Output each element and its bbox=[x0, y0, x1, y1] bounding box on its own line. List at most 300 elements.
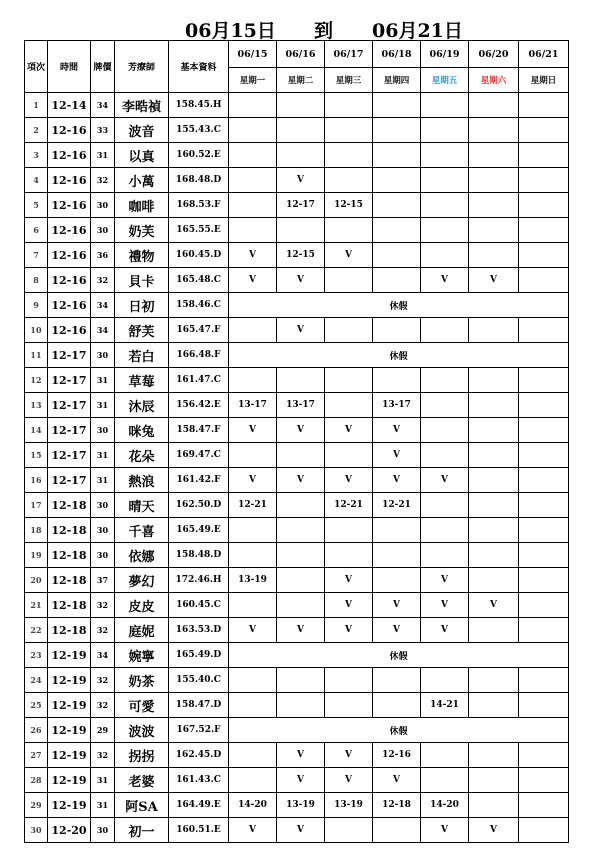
table-row bbox=[25, 268, 569, 293]
row-seat: 30 bbox=[91, 418, 115, 443]
row-day-cell bbox=[325, 118, 373, 143]
row-day-cell bbox=[519, 593, 569, 618]
table-row bbox=[25, 218, 569, 243]
row-info: 162.45.D bbox=[169, 743, 229, 768]
row-day-cell: V bbox=[469, 593, 519, 618]
row-time: 12-14 bbox=[48, 93, 91, 118]
row-therapist-name: 草莓 bbox=[115, 368, 169, 393]
row-day-cell bbox=[229, 118, 277, 143]
table-row bbox=[25, 168, 569, 193]
row-day-cell: V bbox=[421, 593, 469, 618]
row-info: 165.49.E bbox=[169, 518, 229, 543]
row-therapist-name: 阿SA bbox=[115, 793, 169, 818]
row-therapist-name: 可愛 bbox=[115, 693, 169, 718]
row-index: 26 bbox=[25, 718, 48, 743]
row-day-cell: V bbox=[325, 593, 373, 618]
row-day-cell bbox=[519, 568, 569, 593]
header-weekday: 星期一 bbox=[229, 68, 277, 93]
row-index: 4 bbox=[25, 168, 48, 193]
row-day-cell bbox=[469, 693, 519, 718]
row-day-cell bbox=[469, 793, 519, 818]
row-day-cell: V bbox=[325, 618, 373, 643]
row-day-cell: 13-19 bbox=[325, 793, 373, 818]
row-day-cell: V bbox=[373, 593, 421, 618]
row-therapist-name: 初一 bbox=[115, 818, 169, 843]
row-therapist-name: 庭妮 bbox=[115, 618, 169, 643]
row-therapist-name: 以真 bbox=[115, 143, 169, 168]
row-day-cell bbox=[325, 268, 373, 293]
row-seat: 31 bbox=[91, 393, 115, 418]
row-time: 12-16 bbox=[48, 293, 91, 318]
row-day-cell: V bbox=[325, 468, 373, 493]
row-day-cell bbox=[229, 668, 277, 693]
row-therapist-name: 咖啡 bbox=[115, 193, 169, 218]
header-date: 06/15 bbox=[229, 41, 277, 68]
row-day-cell bbox=[421, 393, 469, 418]
table-row bbox=[25, 443, 569, 468]
row-therapist-name: 拐拐 bbox=[115, 743, 169, 768]
row-day-cell: V bbox=[325, 768, 373, 793]
row-info: 163.53.D bbox=[169, 618, 229, 643]
row-info: 164.49.E bbox=[169, 793, 229, 818]
row-day-cell bbox=[229, 593, 277, 618]
row-day-cell bbox=[277, 518, 325, 543]
row-time: 12-16 bbox=[48, 268, 91, 293]
row-day-cell bbox=[373, 568, 421, 593]
row-day-cell bbox=[325, 818, 373, 843]
row-day-cell: V bbox=[421, 268, 469, 293]
row-day-cell bbox=[277, 568, 325, 593]
row-day-cell bbox=[421, 218, 469, 243]
row-day-cell: V bbox=[373, 768, 421, 793]
row-day-cell bbox=[277, 118, 325, 143]
row-time: 12-17 bbox=[48, 393, 91, 418]
row-therapist-name: 老婆 bbox=[115, 768, 169, 793]
row-info: 158.45.H bbox=[169, 93, 229, 118]
row-day-cell bbox=[421, 743, 469, 768]
header-weekday: 星期三 bbox=[325, 68, 373, 93]
row-therapist-name: 奶芙 bbox=[115, 218, 169, 243]
row-info: 160.51.E bbox=[169, 818, 229, 843]
row-info: 155.40.C bbox=[169, 668, 229, 693]
row-day-cell bbox=[421, 518, 469, 543]
row-day-cell bbox=[277, 668, 325, 693]
row-day-cell bbox=[519, 493, 569, 518]
row-time: 12-18 bbox=[48, 493, 91, 518]
row-time: 12-16 bbox=[48, 318, 91, 343]
row-day-cell bbox=[229, 93, 277, 118]
row-day-cell: V bbox=[229, 243, 277, 268]
row-day-cell bbox=[469, 393, 519, 418]
row-day-cell bbox=[373, 368, 421, 393]
row-day-cell: V bbox=[421, 568, 469, 593]
row-seat: 32 bbox=[91, 668, 115, 693]
row-day-cell bbox=[469, 668, 519, 693]
row-day-cell bbox=[421, 193, 469, 218]
row-day-off: 休假 bbox=[229, 343, 569, 368]
row-day-cell bbox=[421, 443, 469, 468]
row-day-cell: V bbox=[229, 818, 277, 843]
row-day-cell: 13-19 bbox=[229, 568, 277, 593]
row-time: 12-18 bbox=[48, 568, 91, 593]
row-day-cell bbox=[421, 93, 469, 118]
row-day-cell bbox=[277, 543, 325, 568]
row-day-cell bbox=[519, 193, 569, 218]
row-info: 165.47.F bbox=[169, 318, 229, 343]
row-day-cell bbox=[373, 268, 421, 293]
row-day-cell bbox=[519, 743, 569, 768]
row-index: 21 bbox=[25, 593, 48, 618]
row-day-cell bbox=[469, 493, 519, 518]
row-index: 13 bbox=[25, 393, 48, 418]
row-day-cell bbox=[469, 93, 519, 118]
row-info: 172.46.H bbox=[169, 568, 229, 593]
row-index: 15 bbox=[25, 443, 48, 468]
row-day-cell bbox=[229, 168, 277, 193]
row-day-off: 休假 bbox=[229, 293, 569, 318]
title-to: 到 bbox=[314, 20, 334, 42]
row-day-cell: 12-21 bbox=[325, 493, 373, 518]
row-seat: 32 bbox=[91, 618, 115, 643]
header-seat: 牌價 bbox=[91, 41, 115, 93]
row-day-cell bbox=[229, 518, 277, 543]
row-day-cell bbox=[277, 368, 325, 393]
row-day-cell: V bbox=[469, 268, 519, 293]
row-day-cell: 12-16 bbox=[373, 743, 421, 768]
header-date: 06/21 bbox=[519, 41, 569, 68]
row-time: 12-17 bbox=[48, 368, 91, 393]
row-day-cell bbox=[469, 243, 519, 268]
table-row bbox=[25, 468, 569, 493]
row-day-cell bbox=[519, 393, 569, 418]
row-day-cell bbox=[325, 393, 373, 418]
row-day-cell bbox=[373, 243, 421, 268]
row-day-cell: V bbox=[277, 168, 325, 193]
row-index: 20 bbox=[25, 568, 48, 593]
row-day-cell: 12-17 bbox=[277, 193, 325, 218]
row-index: 10 bbox=[25, 318, 48, 343]
row-day-cell bbox=[325, 143, 373, 168]
row-day-cell bbox=[325, 518, 373, 543]
row-index: 5 bbox=[25, 193, 48, 218]
row-day-cell bbox=[469, 193, 519, 218]
table-row bbox=[25, 93, 569, 118]
title-end-date: 06月21日 bbox=[372, 20, 463, 42]
row-day-cell bbox=[325, 543, 373, 568]
row-info: 160.52.E bbox=[169, 143, 229, 168]
row-seat: 33 bbox=[91, 118, 115, 143]
row-day-cell: 14-21 bbox=[421, 693, 469, 718]
table-header bbox=[25, 41, 569, 93]
row-info: 161.42.F bbox=[169, 468, 229, 493]
row-info: 158.47.F bbox=[169, 418, 229, 443]
row-time: 12-19 bbox=[48, 718, 91, 743]
row-info: 165.55.E bbox=[169, 218, 229, 243]
row-index: 25 bbox=[25, 693, 48, 718]
row-day-off: 休假 bbox=[229, 643, 569, 668]
row-seat: 30 bbox=[91, 518, 115, 543]
row-day-cell bbox=[373, 668, 421, 693]
row-day-cell bbox=[277, 218, 325, 243]
row-time: 12-16 bbox=[48, 243, 91, 268]
table-row bbox=[25, 418, 569, 443]
row-day-cell bbox=[519, 243, 569, 268]
row-info: 162.50.D bbox=[169, 493, 229, 518]
row-time: 12-18 bbox=[48, 593, 91, 618]
row-therapist-name: 婉寧 bbox=[115, 643, 169, 668]
table-row bbox=[25, 543, 569, 568]
schedule-table bbox=[24, 40, 569, 843]
row-day-cell bbox=[469, 743, 519, 768]
table-row bbox=[25, 643, 569, 668]
row-seat: 30 bbox=[91, 493, 115, 518]
row-day-cell bbox=[421, 493, 469, 518]
header-weekday: 星期二 bbox=[277, 68, 325, 93]
row-seat: 32 bbox=[91, 693, 115, 718]
row-day-cell: V bbox=[229, 468, 277, 493]
row-day-cell: V bbox=[277, 768, 325, 793]
row-day-cell: 14-20 bbox=[229, 793, 277, 818]
row-day-cell: V bbox=[373, 418, 421, 443]
row-day-cell bbox=[421, 768, 469, 793]
row-day-cell: 14-20 bbox=[421, 793, 469, 818]
row-index: 14 bbox=[25, 418, 48, 443]
header-date: 06/16 bbox=[277, 41, 325, 68]
row-day-cell: V bbox=[229, 618, 277, 643]
row-day-cell: V bbox=[277, 618, 325, 643]
row-day-cell bbox=[373, 168, 421, 193]
row-day-cell bbox=[519, 543, 569, 568]
row-day-cell bbox=[469, 768, 519, 793]
row-day-cell bbox=[469, 443, 519, 468]
row-seat: 30 bbox=[91, 818, 115, 843]
row-index: 28 bbox=[25, 768, 48, 793]
row-index: 6 bbox=[25, 218, 48, 243]
row-info: 169.47.C bbox=[169, 443, 229, 468]
row-therapist-name: 皮皮 bbox=[115, 593, 169, 618]
row-day-cell: 12-21 bbox=[229, 493, 277, 518]
header-date: 06/19 bbox=[421, 41, 469, 68]
row-day-cell bbox=[519, 93, 569, 118]
row-time: 12-19 bbox=[48, 643, 91, 668]
row-time: 12-17 bbox=[48, 343, 91, 368]
row-index: 2 bbox=[25, 118, 48, 143]
row-day-cell bbox=[469, 118, 519, 143]
row-seat: 34 bbox=[91, 293, 115, 318]
row-seat: 37 bbox=[91, 568, 115, 593]
row-day-cell: 13-17 bbox=[229, 393, 277, 418]
row-index: 9 bbox=[25, 293, 48, 318]
row-seat: 32 bbox=[91, 743, 115, 768]
row-day-cell bbox=[325, 368, 373, 393]
row-day-cell bbox=[421, 168, 469, 193]
row-day-cell: 13-19 bbox=[277, 793, 325, 818]
row-therapist-name: 熱浪 bbox=[115, 468, 169, 493]
row-day-cell bbox=[373, 818, 421, 843]
row-day-cell bbox=[277, 693, 325, 718]
row-therapist-name: 依娜 bbox=[115, 543, 169, 568]
row-day-cell bbox=[229, 218, 277, 243]
row-day-cell: V bbox=[277, 318, 325, 343]
row-therapist-name: 千喜 bbox=[115, 518, 169, 543]
row-therapist-name: 沐辰 bbox=[115, 393, 169, 418]
row-therapist-name: 波音 bbox=[115, 118, 169, 143]
row-day-cell bbox=[277, 443, 325, 468]
table-row bbox=[25, 593, 569, 618]
row-therapist-name: 小萬 bbox=[115, 168, 169, 193]
row-day-cell: 12-21 bbox=[373, 493, 421, 518]
row-day-cell bbox=[469, 418, 519, 443]
row-day-cell bbox=[277, 493, 325, 518]
row-day-cell bbox=[373, 218, 421, 243]
row-index: 11 bbox=[25, 343, 48, 368]
row-index: 1 bbox=[25, 93, 48, 118]
table-row bbox=[25, 293, 569, 318]
row-day-cell: V bbox=[277, 268, 325, 293]
row-day-cell: V bbox=[325, 568, 373, 593]
row-seat: 34 bbox=[91, 318, 115, 343]
row-day-cell bbox=[519, 668, 569, 693]
row-seat: 32 bbox=[91, 168, 115, 193]
row-time: 12-18 bbox=[48, 618, 91, 643]
row-day-cell bbox=[519, 368, 569, 393]
row-time: 12-16 bbox=[48, 193, 91, 218]
row-day-cell bbox=[421, 368, 469, 393]
row-day-cell bbox=[421, 418, 469, 443]
row-index: 18 bbox=[25, 518, 48, 543]
row-therapist-name: 貝卡 bbox=[115, 268, 169, 293]
row-day-cell bbox=[325, 693, 373, 718]
row-day-cell bbox=[469, 218, 519, 243]
row-day-cell bbox=[325, 93, 373, 118]
header-therapist: 芳療師 bbox=[115, 41, 169, 93]
row-index: 12 bbox=[25, 368, 48, 393]
table-row bbox=[25, 118, 569, 143]
row-day-cell: V bbox=[421, 468, 469, 493]
row-day-cell bbox=[325, 168, 373, 193]
row-day-cell bbox=[519, 268, 569, 293]
row-seat: 34 bbox=[91, 643, 115, 668]
row-index: 27 bbox=[25, 743, 48, 768]
table-row bbox=[25, 818, 569, 843]
header-weekday: 星期四 bbox=[373, 68, 421, 93]
row-day-cell bbox=[373, 118, 421, 143]
row-day-cell bbox=[373, 143, 421, 168]
row-time: 12-16 bbox=[48, 218, 91, 243]
row-day-cell bbox=[325, 318, 373, 343]
row-day-cell: V bbox=[469, 818, 519, 843]
row-day-cell: V bbox=[373, 618, 421, 643]
row-day-cell bbox=[469, 168, 519, 193]
table-row bbox=[25, 768, 569, 793]
row-seat: 30 bbox=[91, 218, 115, 243]
row-day-cell bbox=[325, 443, 373, 468]
table-row bbox=[25, 143, 569, 168]
row-index: 16 bbox=[25, 468, 48, 493]
row-time: 12-20 bbox=[48, 818, 91, 843]
row-time: 12-18 bbox=[48, 518, 91, 543]
title-start-date: 06月15日 bbox=[185, 20, 276, 42]
row-day-cell bbox=[519, 418, 569, 443]
row-info: 167.52.F bbox=[169, 718, 229, 743]
row-time: 12-19 bbox=[48, 668, 91, 693]
row-info: 158.46.C bbox=[169, 293, 229, 318]
row-day-cell: V bbox=[421, 818, 469, 843]
row-day-cell bbox=[469, 318, 519, 343]
row-index: 23 bbox=[25, 643, 48, 668]
row-day-cell bbox=[519, 818, 569, 843]
row-day-cell bbox=[469, 143, 519, 168]
header-index: 項次 bbox=[25, 41, 48, 93]
row-therapist-name: 禮物 bbox=[115, 243, 169, 268]
row-index: 24 bbox=[25, 668, 48, 693]
row-info: 165.48.C bbox=[169, 268, 229, 293]
row-seat: 31 bbox=[91, 468, 115, 493]
row-day-cell bbox=[229, 143, 277, 168]
row-day-cell bbox=[325, 668, 373, 693]
row-day-cell bbox=[469, 468, 519, 493]
header-date: 06/17 bbox=[325, 41, 373, 68]
row-index: 19 bbox=[25, 543, 48, 568]
table-row bbox=[25, 318, 569, 343]
row-seat: 30 bbox=[91, 343, 115, 368]
row-day-cell: V bbox=[325, 243, 373, 268]
row-index: 3 bbox=[25, 143, 48, 168]
row-time: 12-17 bbox=[48, 443, 91, 468]
row-day-cell bbox=[229, 768, 277, 793]
row-day-cell bbox=[421, 543, 469, 568]
row-day-cell bbox=[519, 143, 569, 168]
row-time: 12-19 bbox=[48, 693, 91, 718]
table-row bbox=[25, 393, 569, 418]
table-body bbox=[25, 93, 569, 843]
row-seat: 34 bbox=[91, 93, 115, 118]
row-day-cell: V bbox=[229, 418, 277, 443]
row-therapist-name: 若白 bbox=[115, 343, 169, 368]
row-day-cell bbox=[519, 118, 569, 143]
row-therapist-name: 夢幻 bbox=[115, 568, 169, 593]
table-row bbox=[25, 568, 569, 593]
row-day-cell bbox=[519, 518, 569, 543]
row-day-cell bbox=[277, 593, 325, 618]
row-day-cell bbox=[519, 768, 569, 793]
row-day-cell: V bbox=[421, 618, 469, 643]
row-seat: 31 bbox=[91, 368, 115, 393]
row-index: 8 bbox=[25, 268, 48, 293]
row-day-cell bbox=[373, 693, 421, 718]
row-time: 12-19 bbox=[48, 768, 91, 793]
row-info: 165.49.D bbox=[169, 643, 229, 668]
row-day-cell bbox=[519, 443, 569, 468]
row-day-cell: 13-17 bbox=[373, 393, 421, 418]
row-day-cell bbox=[373, 518, 421, 543]
row-time: 12-19 bbox=[48, 743, 91, 768]
row-time: 12-16 bbox=[48, 168, 91, 193]
table-row bbox=[25, 343, 569, 368]
table-row bbox=[25, 668, 569, 693]
row-day-cell bbox=[519, 693, 569, 718]
row-info: 166.48.F bbox=[169, 343, 229, 368]
row-info: 156.42.E bbox=[169, 393, 229, 418]
header-date: 06/20 bbox=[469, 41, 519, 68]
row-day-cell bbox=[469, 518, 519, 543]
row-seat: 32 bbox=[91, 268, 115, 293]
row-day-cell: V bbox=[373, 443, 421, 468]
table-row bbox=[25, 718, 569, 743]
row-day-cell bbox=[229, 743, 277, 768]
row-day-cell: V bbox=[325, 418, 373, 443]
table-row bbox=[25, 743, 569, 768]
